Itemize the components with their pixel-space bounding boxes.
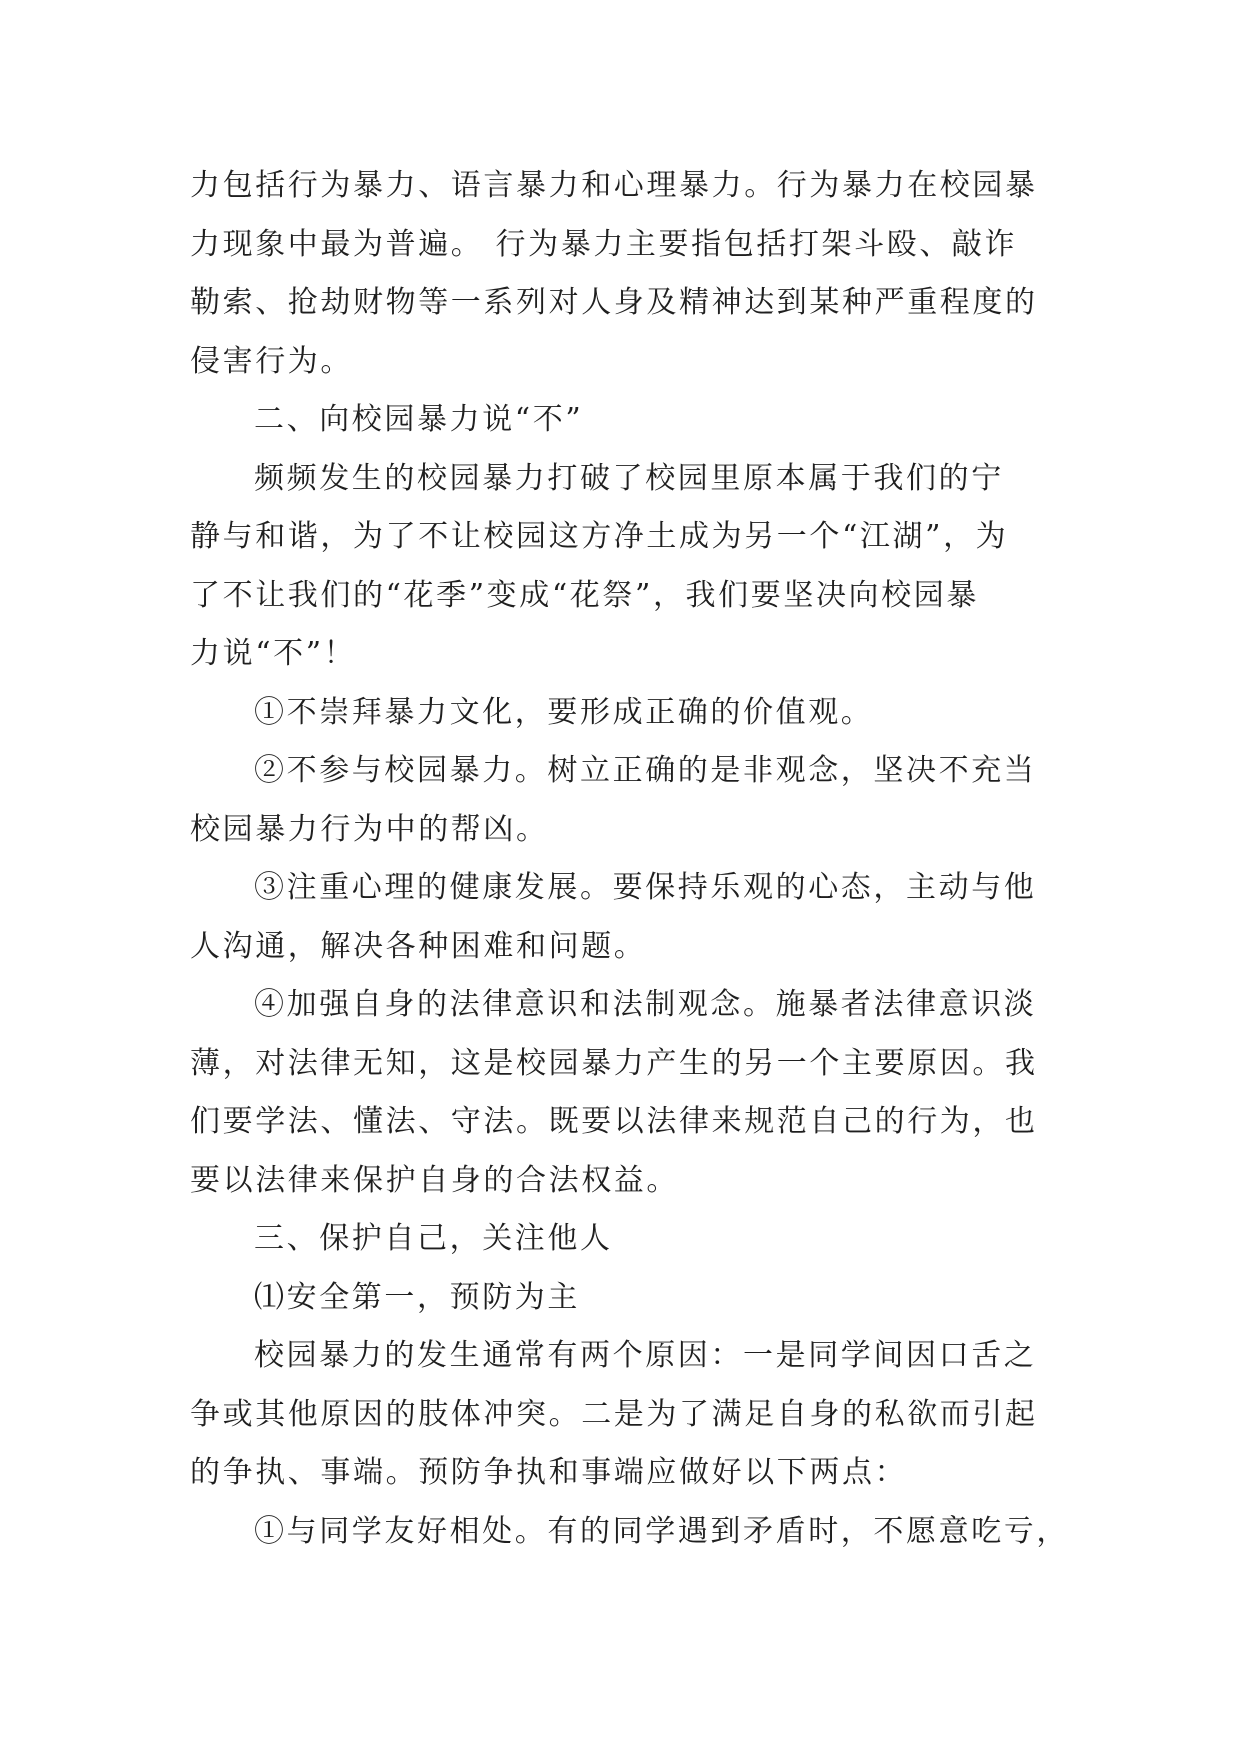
- text-line: 人沟通，解决各种困难和问题。: [190, 928, 647, 964]
- subsection-heading: ⑴安全第一，预防为主: [254, 1279, 580, 1315]
- text-line: 力现象中最为普遍。 行为暴力主要指包括打架斗殴、敲诈: [190, 226, 1018, 262]
- text-line: 了不让我们的“花季”变成“花祭”，我们要坚决向校园暴: [190, 577, 979, 613]
- text-line: 静与和谐，为了不让校园这方净土成为另一个“江湖”，为: [190, 519, 1009, 554]
- text-line: 们要学法、懂法、守法。既要以法律来规范自己的行为，也: [190, 1104, 1038, 1139]
- list-item: ④加强自身的法律意识和法制观念。施暴者法律意识淡: [254, 987, 1037, 1022]
- text-line: 校园暴力的发生通常有两个原因：一是同学间因口舌之: [254, 1338, 1037, 1373]
- text-line: 力包括行为暴力、语言暴力和心理暴力。行为暴力在校园暴: [190, 168, 1038, 203]
- section-heading: 二、向校园暴力说“不”: [254, 402, 584, 437]
- text-line: 的争执、事端。预防争执和事端应做好以下两点：: [190, 1455, 908, 1490]
- list-item: ①与同学友好相处。有的同学遇到矛盾时，不愿意吃亏，: [254, 1513, 1069, 1549]
- list-item: ①不崇拜暴力文化，要形成正确的价值观。: [254, 694, 874, 730]
- text-line: 侵害行为。: [190, 343, 353, 379]
- document-body: [190, 157, 1069, 1561]
- section-heading: 三、保护自己，关注他人: [254, 1221, 613, 1256]
- text-line: 要以法律来保护自身的合法权益。: [190, 1162, 679, 1198]
- text-line: 薄，对法律无知，这是校园暴力产生的另一个主要原因。我: [190, 1045, 1038, 1081]
- list-item: ②不参与校园暴力。树立正确的是非观念，坚决不充当: [254, 753, 1037, 788]
- list-item: ③注重心理的健康发展。要保持乐观的心态，主动与他: [254, 870, 1037, 905]
- text-line: 勒索、抢劫财物等一系列对人身及精神达到某种严重程度的: [190, 285, 1038, 320]
- text-line: 校园暴力行为中的帮凶。: [190, 811, 549, 847]
- text-line: 频频发生的校园暴力打破了校园里原本属于我们的宁: [254, 460, 1004, 496]
- text-line: 争或其他原因的肢体冲突。二是为了满足自身的私欲而引起: [190, 1396, 1038, 1432]
- text-line: 力说“不”！: [190, 636, 357, 671]
